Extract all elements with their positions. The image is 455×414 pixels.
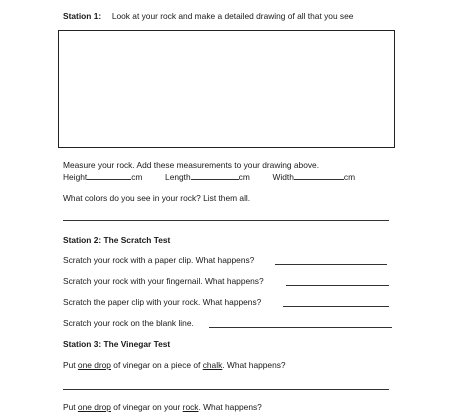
height-label: Height — [63, 172, 88, 182]
station3-q2-part: Put — [63, 402, 78, 412]
station2-question-1 — [63, 255, 254, 265]
station3-q1-chalk: chalk — [202, 360, 223, 370]
measurements-row — [63, 171, 355, 182]
station3-q1-part: Put — [63, 360, 78, 370]
station2-q1-answer-line[interactable] — [275, 264, 387, 265]
station2-q3-text: Scratch the paper clip with your rock. What happens? — [63, 297, 262, 307]
station2-question-2 — [63, 276, 264, 286]
length-unit: cm — [238, 172, 250, 182]
station3-q2-part: . What happens? — [198, 402, 262, 412]
station3-q2-part: of vinegar on your — [110, 402, 183, 412]
station3-question-2 — [63, 402, 262, 412]
station3-q1-one-drop: one drop — [77, 360, 111, 370]
station2-q2-text: Scratch your rock with your fingernail. What happens? — [63, 276, 264, 286]
station3-title: Station 3: The Vinegar Test — [63, 339, 171, 349]
width-field[interactable] — [294, 171, 344, 180]
station3-q1-part: . What happens? — [222, 360, 286, 370]
station1-heading — [63, 11, 353, 21]
height-field[interactable] — [87, 171, 131, 180]
station2-q1-text: Scratch your rock with a paper clip. What happens? — [63, 255, 255, 265]
station2-q2-answer-line[interactable] — [286, 285, 389, 286]
station3-q2-rock: rock — [182, 402, 199, 412]
station3-question-1 — [63, 360, 286, 370]
length-label: Length — [165, 172, 191, 182]
station2-question-4 — [63, 318, 194, 328]
length-field[interactable] — [191, 171, 239, 180]
width-label: Width — [272, 172, 294, 182]
station1-instruction: Look at your rock and make a detailed drawing of all that you see — [111, 11, 354, 21]
width-unit: cm — [343, 172, 356, 182]
colors-answer-line[interactable] — [63, 220, 389, 221]
station2-q3-answer-line[interactable] — [283, 306, 389, 307]
station2-title: Station 2: The Scratch Test — [63, 235, 171, 245]
station3-q1-answer-line[interactable] — [63, 389, 389, 390]
station2-q4-scratch-line[interactable] — [209, 327, 392, 328]
station2-q4-text: Scratch your rock on the blank line. — [63, 318, 194, 328]
station2-question-3 — [63, 297, 261, 307]
height-unit: cm — [131, 172, 143, 182]
drawing-area[interactable] — [58, 30, 395, 148]
station3-q1-part: of vinegar on a piece of — [110, 360, 203, 370]
station1-label: Station 1: — [63, 11, 102, 21]
colors-question: What colors do you see in your rock? List them all. — [63, 193, 251, 203]
measure-instruction: Measure your rock. Add these measurements to your drawing above. — [63, 160, 320, 170]
station3-q2-one-drop: one drop — [77, 402, 111, 412]
